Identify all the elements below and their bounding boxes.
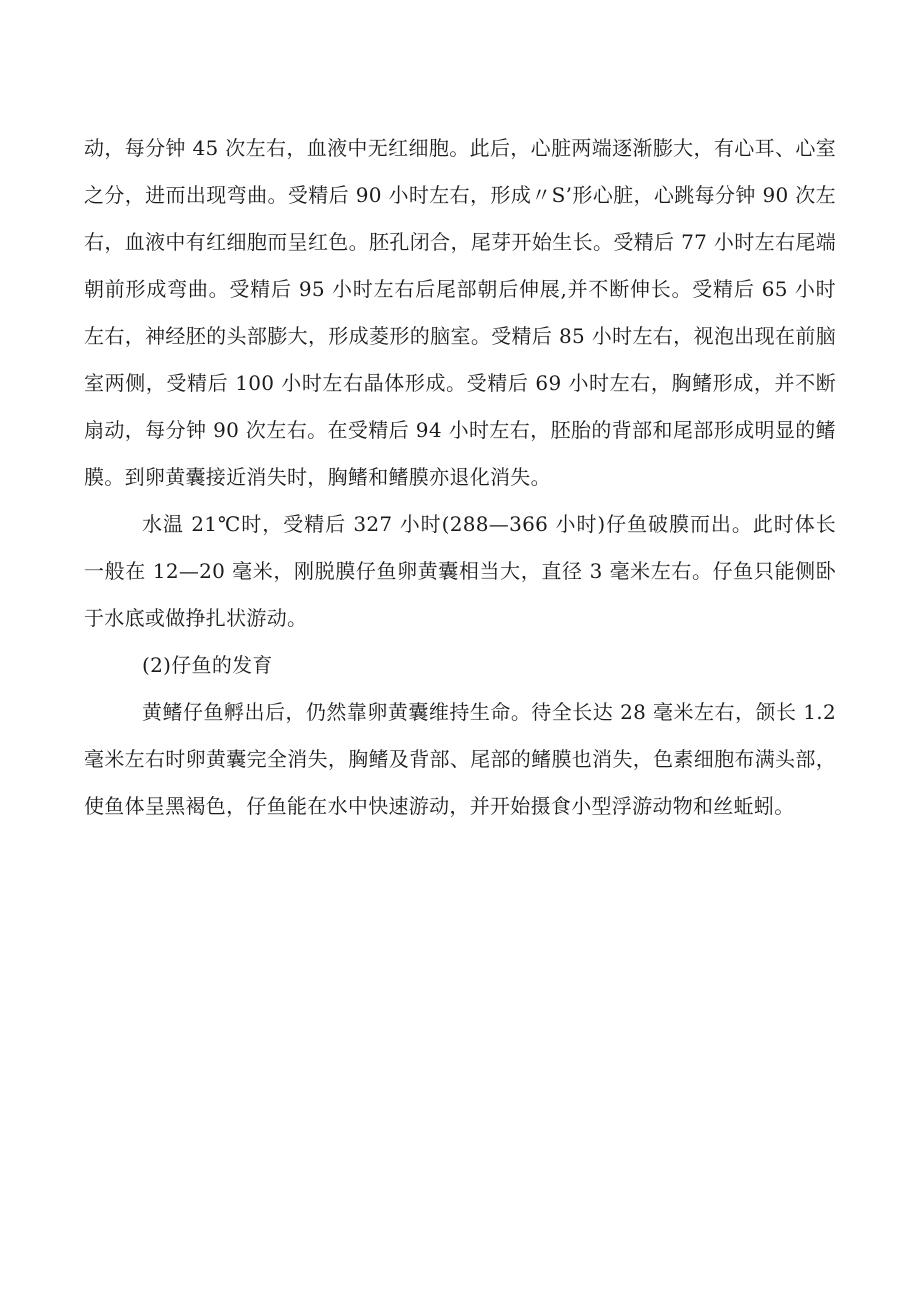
paragraph-hatching: 水温 21℃时，受精后 327 小时(288—366 小时)仔鱼破膜而出。此时体长一般在 12—20 毫米，刚脱膜仔鱼卵黄囊相当大，直径 3 毫米左右。仔鱼只能侧卧于水底或做挣扎状游动。 (84, 512, 836, 630)
paragraph-larval-development: 黄鳍仔鱼孵出后，仍然靠卵黄囊维持生命。待全长达 28 毫米左右，颌长 1.2 毫米左右时卵黄囊完全消失，胸鳍及背部、尾部的鳍膜也消失，色素细胞布满头部，使鱼体呈黑褐色，仔鱼能在水中快速游动，并开始摄食小型浮游动物和丝蚯蚓。 (84, 700, 836, 818)
document-body (84, 125, 836, 830)
paragraph-continuation: 动，每分钟 45 次左右，血液中无红细胞。此后，心脏两端逐渐膨大，有心耳、心室之分，进而出现弯曲。受精后 90 小时左右，形成〃S’形心脏，心跳每分钟 90 次左右，血液中有红细胞而呈红色。胚孔闭合，尾芽开始生长。受精后 77 小时左右尾端朝前形成弯曲。受精后 95 小时左右后尾部朝后伸展,并不断伸长。受精后 65 小时左右，神经胚的头部膨大，形成菱形的脑室。受精后 85 小时左右，视泡出现在前脑室两侧，受精后 100 小时左右晶体形成。受精后 69 小时左右，胸鳍形成，并不断扇动，每分钟 90 次左右。在受精后 94 小时左右，胚胎的背部和尾部形成明显的鳍膜。到卵黄囊接近消失时，胸鳍和鳍膜亦退化消失。 (84, 136, 836, 489)
section-heading-larval-development: (2)仔鱼的发育 (142, 653, 273, 677)
